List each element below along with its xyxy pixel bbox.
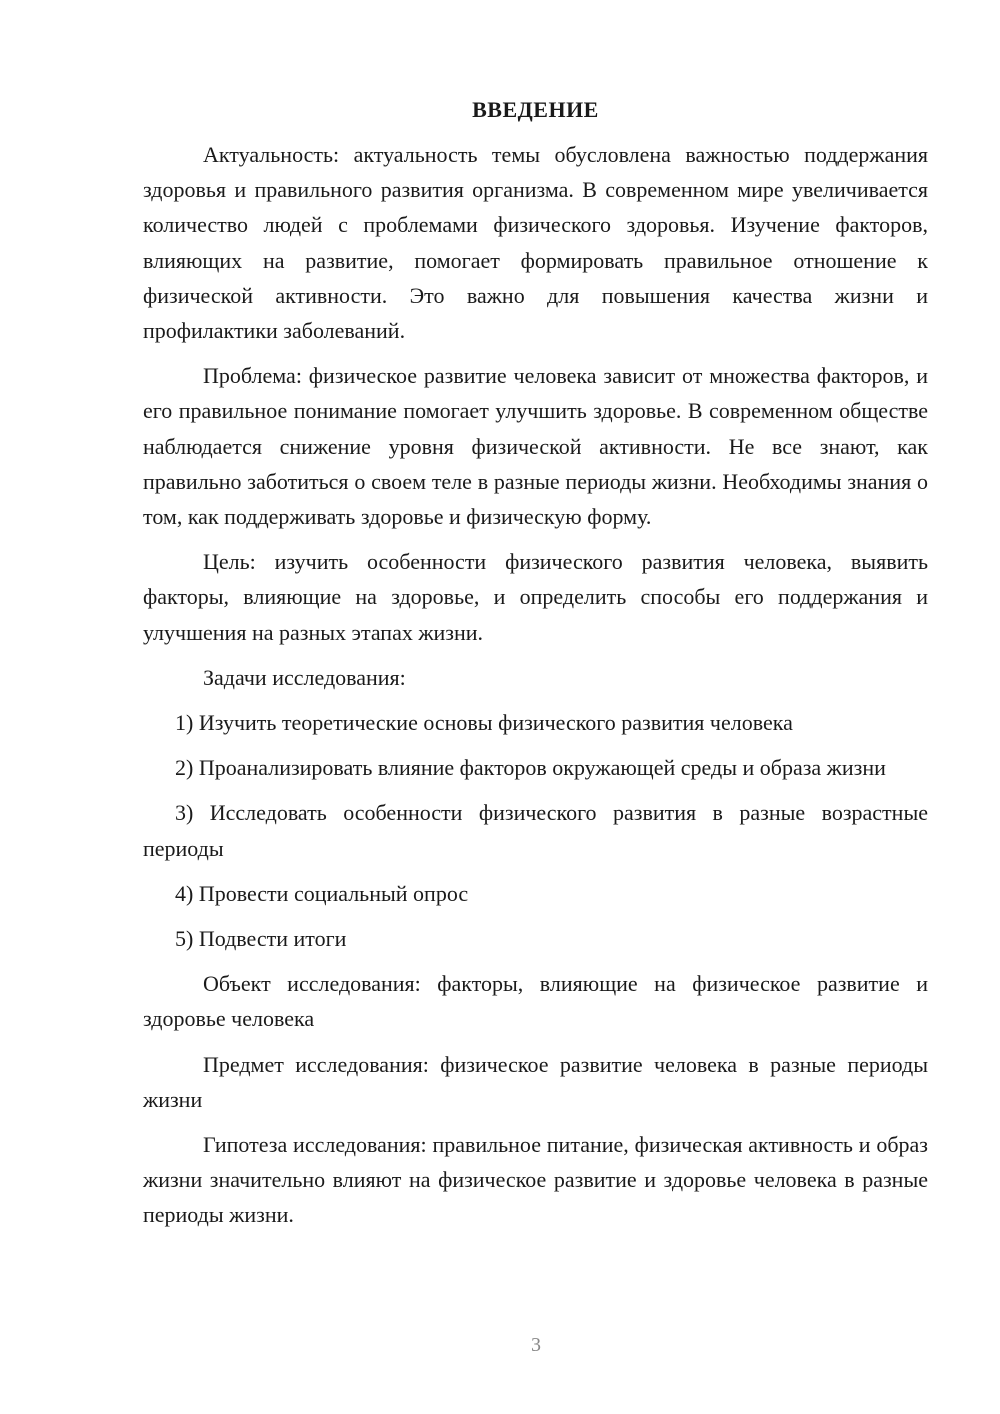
document-page	[143, 92, 928, 1243]
section-heading: ВВЕДЕНИЕ	[472, 97, 599, 122]
task-item-4: 4) Провести социальный опрос	[175, 880, 469, 906]
paragraph-hypothesis: Гипотеза исследования: правильное питание, физическая активность и образ жизни значительно влияют на физическое развитие и здоровье человека в разные периоды жизни.	[143, 1132, 928, 1228]
paragraph-goal: Цель: изучить особенности физического развития человека, выявить факторы, влияющие на здоровье, и определить способы его поддержания и улучшения на разных этапах жизни.	[143, 549, 928, 645]
task-item-3: 3) Исследовать особенности физического развития в разные возрастные периоды	[143, 800, 928, 861]
paragraph-subject: Предмет исследования: физическое развитие человека в разные периоды жизни	[143, 1051, 928, 1112]
task-item-1: 1) Изучить теоретические основы физического развития человека	[175, 710, 793, 736]
tasks-title: Задачи исследования:	[203, 664, 406, 690]
task-item-5: 5) Подвести итоги	[175, 926, 347, 952]
task-item-2: 2) Проанализировать влияние факторов окружающей среды и образа жизни	[175, 755, 886, 781]
paragraph-object: Объект исследования: факторы, влияющие на физическое развитие и здоровье человека	[143, 971, 928, 1032]
paragraph-problem: Проблема: физическое развитие человека зависит от множества факторов, и его правильное понимание помогает улучшить здоровье. В современном обществе наблюдается снижение уровня физической активности. Не все знают, как правильно заботиться о своем теле в разные периоды жизни. Необходимы знания о том, как поддерживать здоровье и физическую форму.	[143, 363, 928, 530]
page-number: 3	[531, 1334, 541, 1356]
paragraph-relevance: Актуальность: актуальность темы обусловлена важностью поддержания здоровья и правильного развития организма. В современном мире увеличивается количество людей с проблемами физического здоровья. Изучение факторов, влияющих на развитие, помогает формировать правильное отношение к физической активности. Это важно для повышения качества жизни и профилактики заболеваний.	[143, 142, 928, 344]
